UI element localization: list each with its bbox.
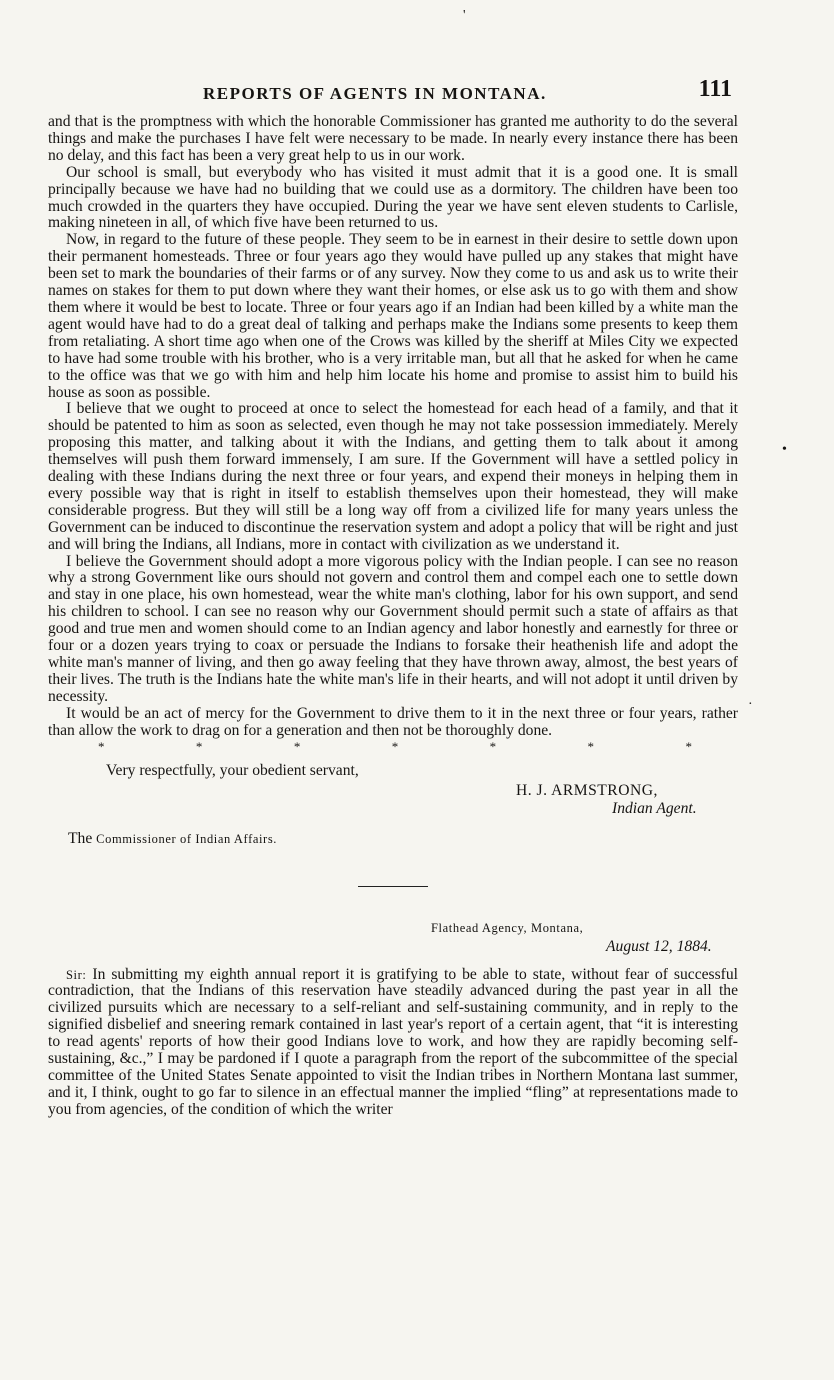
salutation-sir: Sir: (66, 967, 87, 982)
addressee-office: Commissioner of Indian Affairs. (96, 831, 278, 846)
running-head: REPORTS OF AGENTS IN MONTANA. (203, 84, 547, 103)
asterisk: * (98, 738, 105, 754)
margin-mark-right-lower: · (748, 697, 753, 712)
section-divider (358, 886, 428, 887)
dateline-date: August 12, 1884. (606, 937, 712, 955)
dateline (48, 921, 738, 959)
flathead-report (48, 967, 738, 1119)
paragraph: It would be an act of mercy for the Government to drive them to it in the next three or four years, rather than allow the work to drag on for a generation and then not be thoroughly done. (48, 704, 738, 739)
ellipsis-asterisks (48, 740, 738, 754)
signer-title: Indian Agent. (612, 799, 697, 817)
paragraph: Our school is small, but everybody who has visited it must admit that it is a good one. It is small principally because we have had no building that we could use as a dormitory. The children have been too much crowded in the quarters they have occupied. During the year we have sent eleven students to Carlisle, making nineteen in all, of which five have been returned to us. (48, 163, 738, 232)
letter-closing (48, 758, 738, 828)
margin-mark-top: ' (463, 8, 466, 23)
asterisk: * (391, 738, 399, 754)
asterisk: * (293, 738, 301, 754)
signer-name: H. J. ARMSTRONG, (516, 781, 658, 799)
document-page (48, 70, 738, 1119)
asterisk: * (195, 738, 203, 754)
asterisk: * (685, 738, 692, 754)
dateline-place: Flathead Agency, Montana, (431, 920, 584, 935)
addressee (68, 830, 738, 848)
paragraph (48, 967, 738, 1119)
page-header (48, 70, 738, 114)
paragraph: Now, in regard to the future of these people. They seem to be in earnest in their desire to settle down upon their permanent homesteads. Three or four years ago they would have pulled up any stakes that might have been set to mark the boundaries of their farms or of any survey. Now they come to us and ask us to write their names on stakes for them to put down where they want their homes, or else ask us to go with them and show them where it would be best to locate. Three or four years ago if an Indian had been killed by a white man the agent would have had to do a great deal of talking and perhaps make the Indians some presents to keep them from retaliating. A short time ago when one of the Crows was killed by the sheriff at Miles City we expected to have had some trouble with his brother, who is a very irritable man, but all that he asked for when he came to the office was that we go with him and help him locate his home and promise to assist him to build his house as soon as possible. (48, 231, 738, 401)
asterisk: * (587, 738, 595, 754)
report-body (48, 114, 738, 740)
page-number: 111 (698, 76, 732, 102)
report-opening-text: In submitting my eighth annual report it is gratifying to be able to state, without fear of successful contradiction, that the Indians of this reservation have steadily advanced during the past year in all the civilized pursuits which are necessary to a self-reliant and self-sustaining community, and in reply to the signified disbelief and sneering remark contained in last year's report of a certain agent, that “it is interesting to read agents' reports of how their good Indians love to work, and how they are rapidly becoming self-sustaining, &c.,” I may be pardoned if I quote a paragraph from the report of the subcommittee of the special committee of the United States Senate appointed to visit the Indian tribes in Northern Montana last summer, and it, I think, ought to go far to silence in an effectual manner the implied “fling” at representations made to you from agencies, of the condition of which the writer (48, 965, 738, 1118)
margin-mark-right: • (782, 442, 787, 457)
closing-salutation: Very respectfully, your obedient servant, (106, 761, 359, 779)
paragraph: I believe the Government should adopt a more vigorous policy with the Indian people. I can see no reason why a strong Government like ours should not govern and control them and compel each one to settle down and stay in one place, his own homestead, wear the white man's clothing, labor for his own support, and send his children to school. I can see no reason why our Government should permit such a state of affairs as that good and true men and women should come to an Indian agency and labor honestly and earnestly for three or four or a dozen years trying to coax or persuade the Indians to forsake their heathenish life and adopt the white man's manner of living, and then go away feeling that they have thrown away, almost, the best years of their lives. The truth is the Indians hate the white man's life in their hearts, and will not adopt it until driven by necessity. (48, 552, 738, 705)
paragraph: I believe that we ought to proceed at once to select the homestead for each head of a family, and that it should be patented to him as soon as selected, even though he may not take possession immediately. Merely proposing this matter, and talking about it with the Indians, and getting them to talk about it among themselves will push them forward immensely, I am sure. If the Government will have a settled policy in dealing with these Indians during the next three or four years, and expend their moneys in helping them in every possible way that is right in itself to establish themselves upon their homestead, they will make considerable progress. But they will still be a long way off from a civilized life for many years unless the Government can be induced to discontinue the reservation system and adopt a policy that will be right and just and will bring the Indians, all Indians, more in contact with civilization as we understand it. (48, 400, 738, 553)
addressee-the: The (68, 829, 97, 847)
paragraph: and that is the promptness with which the honorable Commissioner has granted me authority to do the several things and make the purchases I have felt were necessary to be made. In nearly every instance there has been no delay, and this fact has been a very great help to us in our work. (48, 113, 738, 164)
asterisk: * (489, 738, 497, 754)
